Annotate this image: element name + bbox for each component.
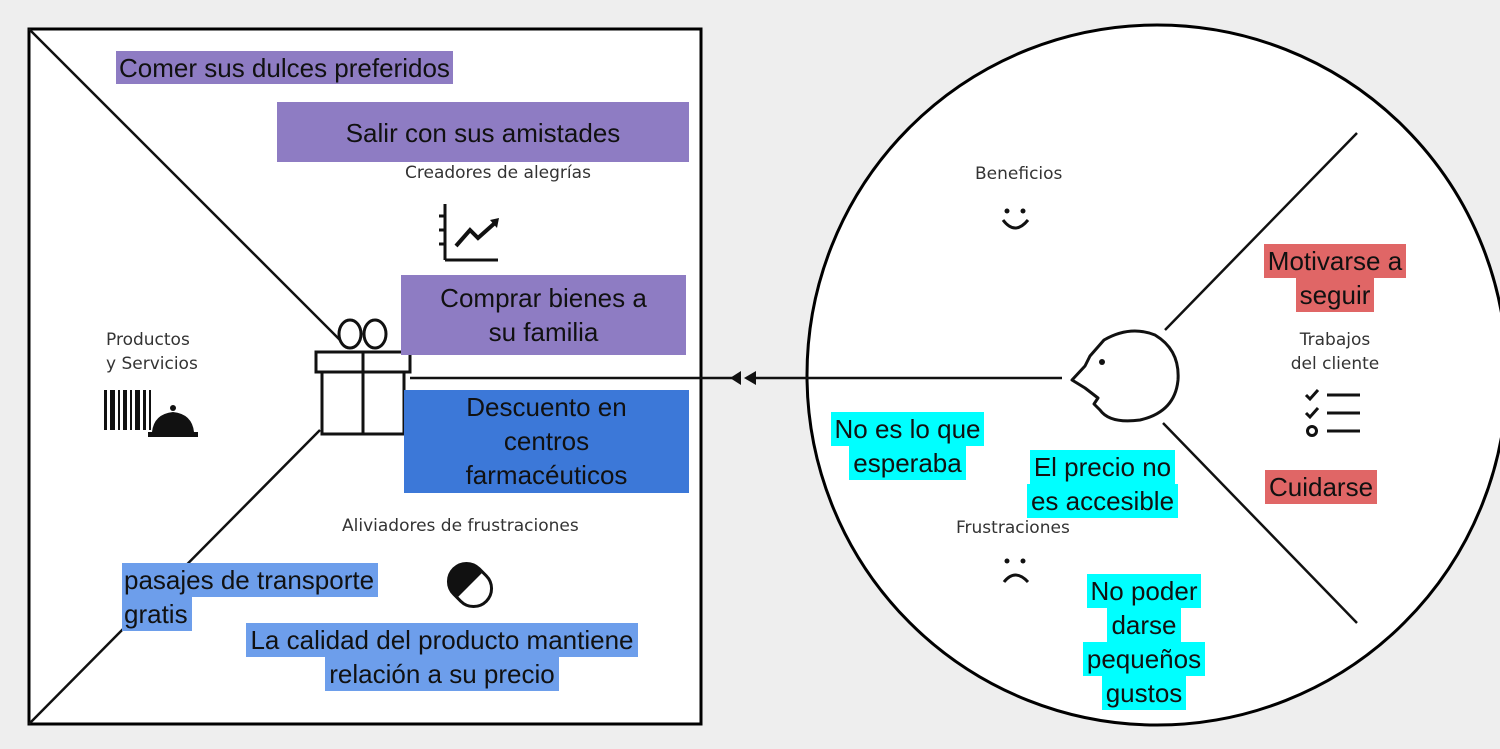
pain-note-expectation-line-1: No es lo que [831,412,985,446]
pain-note-price-line-2: es accesible [1027,484,1178,518]
products-label-line-2: y Servicios [106,354,198,374]
pain-note-treats-line-3: pequeños [1083,642,1205,676]
arrow-right-icon [730,371,741,385]
reliever-note-transport-line-1: pasajes de transporte [122,563,378,597]
products-services-label [106,328,198,376]
reliever-note-transport-line-2: gratis [122,597,192,631]
job-note-motivate-line-2: seguir [1296,278,1375,312]
reliever-note-quality [222,623,662,691]
reliever-note-discount-line-3: farmacéuticos [465,460,628,490]
pain-note-expectation [810,412,1005,480]
pain-note-price [1010,450,1195,518]
gains-label: Beneficios [975,164,1063,184]
pain-note-treats-line-2: darse [1107,608,1180,642]
reliever-note-transport [122,563,378,631]
gain-note-family [401,275,686,355]
pain-note-price-line-1: El precio no [1030,450,1175,484]
gain-note-family-line-1: Comprar bienes a [440,283,647,313]
gain-note-friends: Salir con sus amistades [277,102,689,162]
jobs-label-line-2: del cliente [1290,354,1380,374]
job-note-self-care: Cuidarse [1265,470,1377,504]
jobs-label [1282,328,1388,376]
pain-relievers-label: Aliviadores de frustraciones [342,516,579,536]
reliever-note-discount-line-2: centros [503,426,590,456]
reliever-note-quality-line-1: La calidad del producto mantiene [246,623,637,657]
products-label-line-1: Productos [106,330,190,350]
pain-note-treats-line-1: No poder [1087,574,1202,608]
reliever-note-discount-line-1: Descuento en [466,392,627,422]
pain-note-treats [1060,574,1228,710]
reliever-note-quality-line-2: relación a su precio [325,657,558,691]
reliever-note-discount [404,390,689,493]
arrow-left-icon [744,371,756,385]
gain-creators-label: Creadores de alegrías [405,163,591,183]
gain-note-family-line-2: su familia [488,317,599,347]
jobs-label-line-1: Trabajos [1299,330,1371,350]
pains-label: Frustraciones [956,518,1070,538]
job-note-motivate-line-1: Motivarse a [1264,244,1406,278]
pain-note-expectation-line-2: esperaba [849,446,965,480]
job-note-motivate [1250,244,1420,312]
pain-note-treats-line-4: gustos [1102,676,1187,710]
gain-note-sweets: Comer sus dulces preferidos [116,51,453,84]
